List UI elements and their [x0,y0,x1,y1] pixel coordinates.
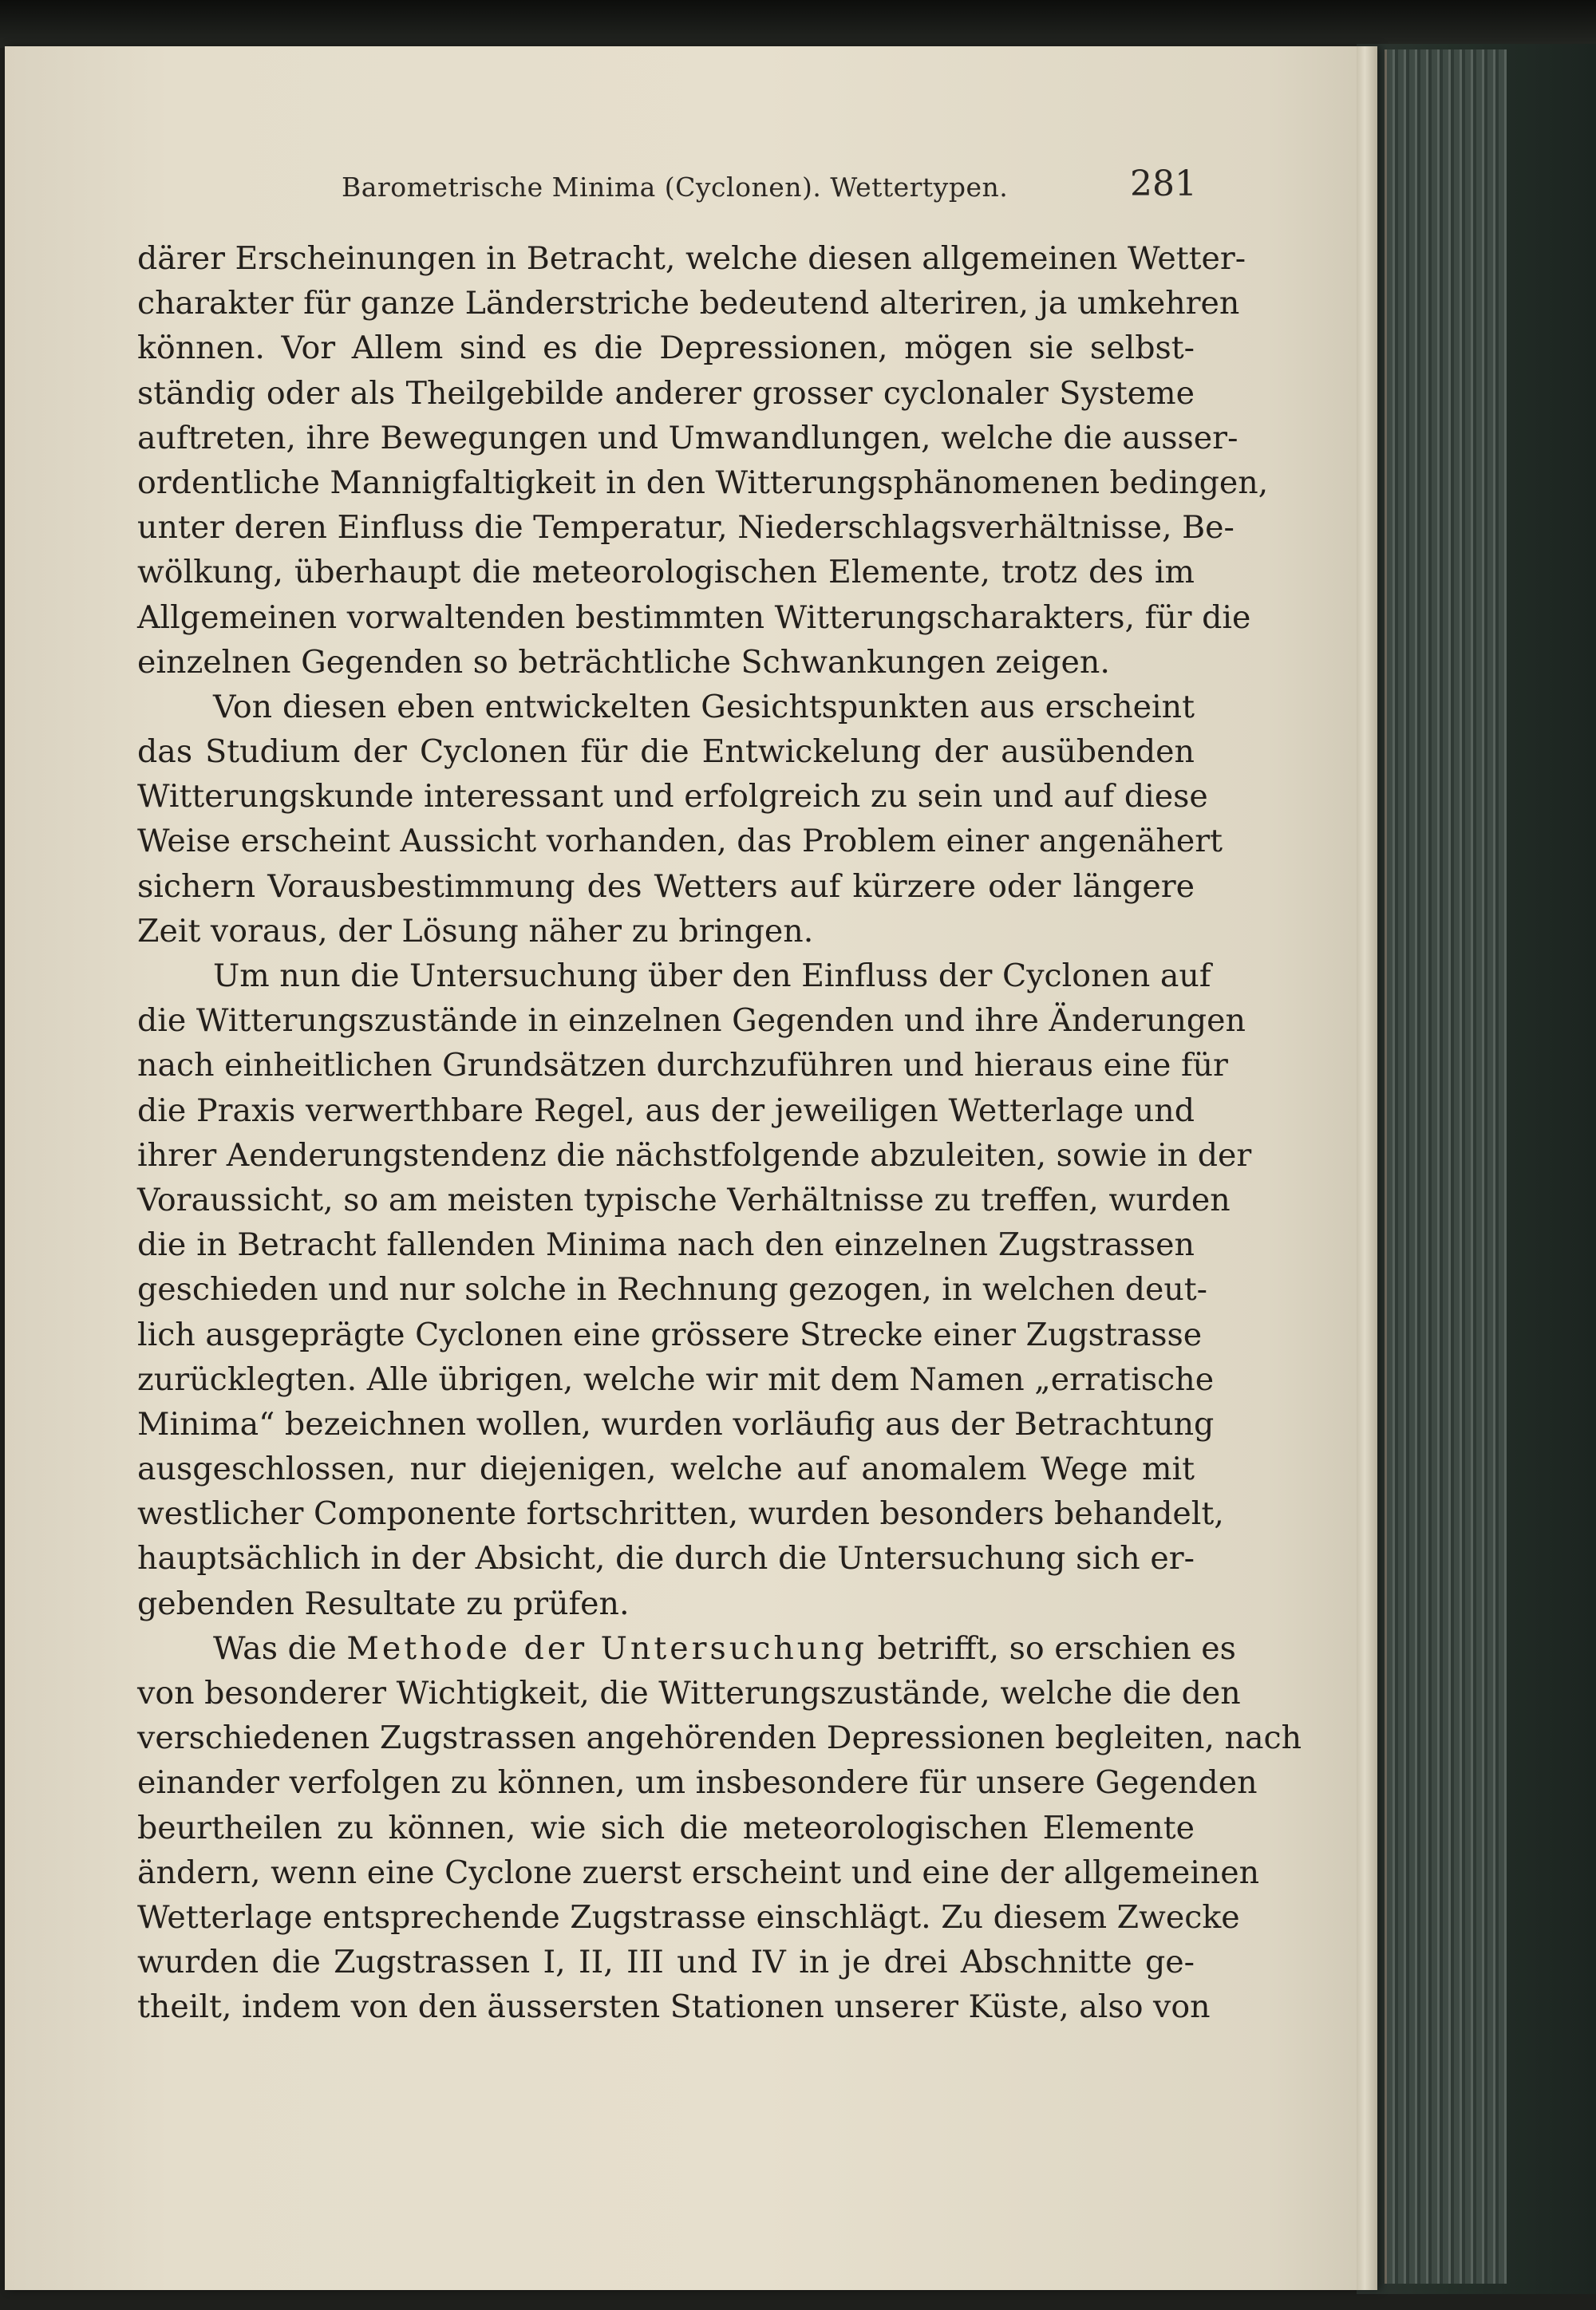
text-line: sichern Vorausbestimmung des Wetters auf kürzere oder längere [137,867,1195,905]
text-line: Voraussicht, so am meisten typische Verhältnisse zu treffen, wurden [137,1181,1231,1218]
text-line: ständig oder als Theilgebilde anderer grosser cyclonaler Systeme [137,374,1195,412]
text-line: unter deren Einfluss die Temperatur, Niederschlagsverhältnisse, Be- [137,509,1235,547]
text-line: zurücklegten. Alle übrigen, welche wir mit dem Namen „erratische [137,1360,1215,1398]
running-header [335,164,1229,211]
text-line-end: betrifft, so erschien es [877,1629,1236,1667]
text-line: Witterungskunde interessant und erfolgreich zu sein und auf diese [137,778,1208,815]
text-line: die in Betracht fallenden Minima nach den einzelnen Zugstrassen [137,1226,1195,1264]
text-line: auftreten, ihre Bewegungen und Umwandlungen, welche die ausser- [137,419,1238,456]
text-line: gebenden Resultate zu prüfen. [137,1585,630,1622]
text-line: beurtheilen zu können, wie sich die meteorologischen Elemente [137,1809,1195,1846]
text-line: einzelnen Gegenden so beträchtliche Schwankungen zeigen. [137,643,1110,681]
page-number: 281 [1130,164,1197,204]
text-line: theilt, indem von den äussersten Stationen unserer Küste, also von [137,1988,1211,2026]
text-line: wurden die Zugstrassen I, II, III und IV in je drei Abschnitte ge- [137,1944,1195,1981]
text-line: einander verfolgen zu können, um insbesondere für unsere Gegenden [137,1764,1258,1802]
page-fore-edge [1357,46,1377,2290]
body-text [137,236,1302,2030]
text-line: verschiedenen Zugstrassen angehörenden Depressionen begleiten, nach [137,1720,1302,1757]
text-line: das Studium der Cyclonen für die Entwickelung der ausübenden [137,733,1195,771]
text-line: die Witterungszustände in einzelnen Gegenden und ihre Änderungen [137,1002,1246,1040]
text-line: ausgeschlossen, nur diejenigen, welche auf anomalem Wege mit [137,1451,1195,1488]
text-line: Wetterlage entsprechende Zugstrasse einschlägt. Zu diesem Zwecke [137,1898,1240,1936]
text-line: Um nun die Untersuchung über den Einfluss der Cyclonen auf [213,958,1211,994]
text-line: wölkung, überhaupt die meteorologischen Elemente, trotz des im [137,554,1195,591]
text-line: Minima“ bezeichnen wollen, wurden vorläufig aus der Betrachtung [137,1405,1215,1443]
text-line: Allgemeinen vorwaltenden bestimmten Witterungscharakters, für die [137,598,1251,636]
text-line: Weise erscheint Aussicht vorhanden, das Problem einer angenähert [137,823,1223,860]
running-title: Barometrische Minima (Cyclonen). Wettertypen. [342,172,1009,203]
text-line: ordentliche Mannigfaltigkeit in den Witterungsphänomenen bedingen, [137,464,1269,501]
text-line: geschieden und nur solche in Rechnung gezogen, in welchen deut- [137,1271,1208,1309]
text-line: ihrer Aenderungstendenz die nächstfolgende abzuleiten, sowie in der [137,1136,1252,1174]
text-line [137,1626,1236,1671]
text-line: können. Vor Allem sind es die Depressionen, mögen sie selbst- [137,330,1195,367]
text-line: charakter für ganze Länderstriche bedeutend alteriren, ja umkehren [137,285,1240,322]
spaced-emphasis: Methode der Untersuchung [346,1629,867,1667]
page-stack-edge [1385,49,1507,2284]
text-line: nach einheitlichen Grundsätzen durchzuführen und hieraus eine für [137,1047,1228,1084]
text-line: därer Erscheinungen in Betracht, welche diesen allgemeinen Wetter- [137,240,1246,277]
text-line: westlicher Componente fortschritten, wurden besonders behandelt, [137,1495,1224,1533]
text-line: die Praxis verwerthbare Regel, aus der jeweiligen Wetterlage und [137,1092,1195,1129]
text-line: ändern, wenn eine Cyclone zuerst erscheint und eine der allgemeinen [137,1854,1260,1891]
text-line: Von diesen eben entwickelten Gesichtspunkten aus erscheint [213,688,1195,725]
text-line: Zeit voraus, der Lösung näher zu bringen. [137,912,814,950]
text-line: hauptsächlich in der Absicht, die durch die Untersuchung sich er- [137,1540,1195,1578]
text-line-start: Was die [213,1629,337,1667]
text-line: lich ausgeprägte Cyclonen eine grössere Strecke einer Zugstrasse [137,1316,1203,1353]
scan-background-top [0,0,1596,48]
text-line: von besonderer Wichtigkeit, die Witterungszustände, welche die den [137,1675,1241,1712]
